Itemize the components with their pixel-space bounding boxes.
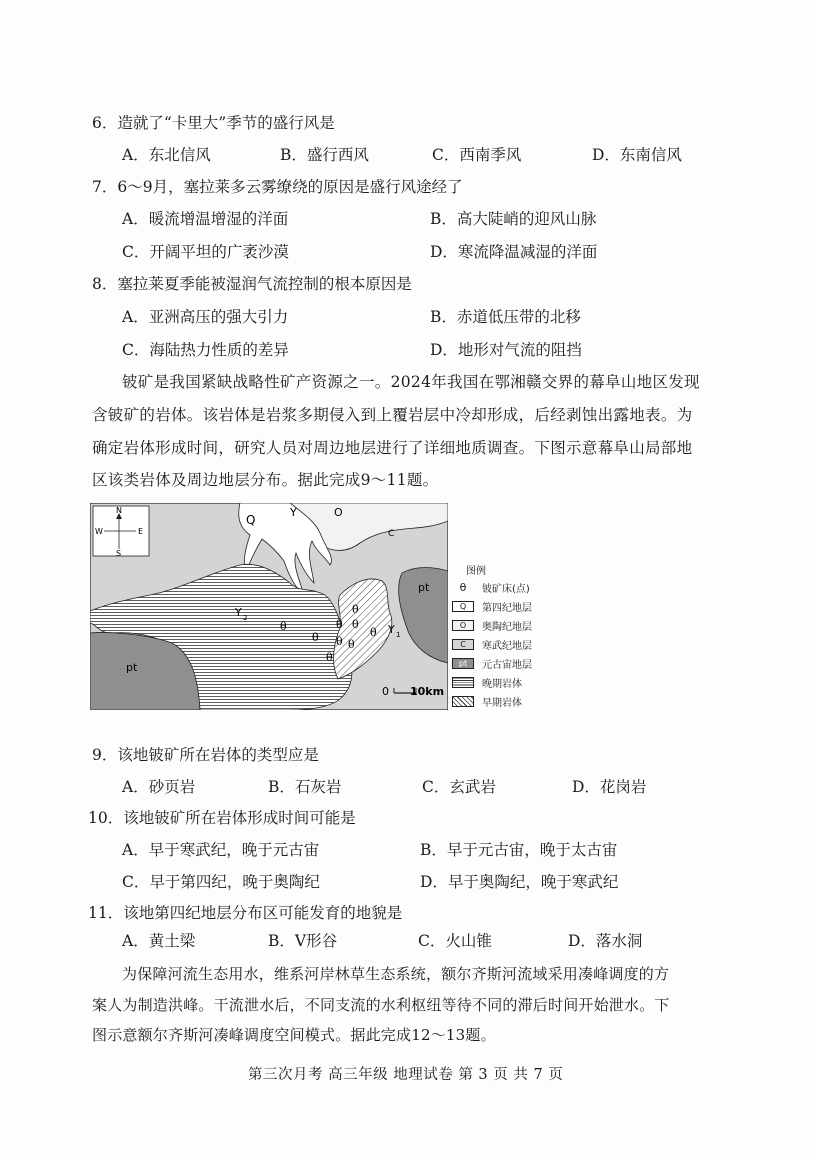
question-10-option-b[interactable]: B．早于元古宙，晚于太古宙 [420,841,618,859]
legend-title: 图例 [466,566,486,577]
ore-point: θ [280,620,287,633]
question-7-option-a[interactable]: A．暖流增温增湿的洋面 [122,210,289,228]
label-y1: Y [388,623,395,636]
legend-swatch-y1 [452,696,474,707]
question-10-option-a[interactable]: A．早于寒武纪，晚于元古宙 [122,841,320,859]
label-o: O [334,506,343,519]
legend-swatch-y2 [452,677,474,688]
ore-point: θ [312,631,319,644]
legend-label: 寒武纪地层 [482,640,532,652]
geologic-map [90,503,448,710]
question-8-option-c[interactable]: C．海陆热力性质的差异 [122,341,289,359]
label-pt-right: pt [418,581,430,594]
compass-s: S [116,549,122,558]
label-y1-sub: 1 [396,631,401,639]
legend-swatch-o: O [452,620,474,631]
legend-label: 元古宙地层 [482,659,532,671]
question-6-option-d[interactable]: D．东南信风 [592,146,682,164]
legend-item-proterozoic [452,656,532,670]
question-8-option-b[interactable]: B．赤道低压带的北移 [430,308,581,326]
ore-point: θ [336,618,343,631]
scale-zero: 0 [382,685,389,698]
question-6-option-c[interactable]: C．西南季风 [432,146,522,164]
label-c: C [388,529,395,539]
question-8-option-a[interactable]: A．亚洲高压的强大引力 [122,308,289,326]
legend-item-cambrian [452,637,532,651]
legend-swatch-pt: pt [452,658,474,669]
question-7-option-d[interactable]: D．寒流降温减湿的洋面 [430,243,598,261]
legend-label: 奥陶纪地层 [482,621,532,633]
legend-ore-symbol: θ [459,580,467,594]
ore-point: θ [336,635,343,648]
question-6-stem: 6．造就了“卡里大”季节的盛行风是 [92,114,335,132]
question-10-option-d[interactable]: D．早于奥陶纪，晚于寒武纪 [420,873,619,891]
question-9-stem: 9．该地铍矿所在岩体的类型应是 [92,746,319,764]
question-9-option-a[interactable]: A．砂页岩 [122,778,196,796]
ore-point: θ [352,603,359,616]
ore-point: θ [370,626,377,639]
question-9-option-b[interactable]: B．石灰岩 [268,778,342,796]
question-8-stem: 8．塞拉莱夏季能被湿润气流控制的根本原因是 [92,275,412,293]
legend-item-quaternary [452,599,532,613]
question-10-option-c[interactable]: C．早于第四纪，晚于奥陶纪 [122,873,320,891]
question-11-option-c[interactable]: C．火山锥 [418,932,492,950]
passage-2-line-2: 案人为制造洪峰。干流泄水后，不同支流的水利枢纽等待不同的滞后时间开始泄水。下 [92,996,670,1014]
question-11-option-d[interactable]: D．落水洞 [568,932,643,950]
legend-item-early-intrusion [452,694,522,708]
label-q: Q [246,513,256,527]
scale-distance: 10km [410,685,445,698]
question-11-stem: 11．该地第四纪地层分布区可能发育的地貌是 [88,904,403,922]
question-7-option-b[interactable]: B．高大陡峭的迎风山脉 [430,210,597,228]
ore-point: θ [326,651,333,664]
passage-2-line-1: 为保障河流生态用水，维系河岸林草生态系统，额尔齐斯河流域采用凑峰调度的方 [122,965,670,983]
question-7-stem: 7．6～9月，塞拉莱多云雾缭绕的原因是盛行风途经了 [92,178,463,196]
question-7-option-c[interactable]: C．开阔平坦的广袤沙漠 [122,243,289,261]
label-y2-sub: 2 [243,614,248,622]
legend-label: 晚期岩体 [482,678,522,690]
question-10-stem: 10．该地铍矿所在岩体形成时间可能是 [88,809,356,827]
legend-item-ore [452,580,530,594]
ore-point: θ [352,618,359,631]
question-9-option-d[interactable]: D．花岗岩 [572,778,647,796]
passage-2-line-3: 图示意额尔齐斯河凑峰调度空间模式。据此完成12～13题。 [92,1026,496,1044]
question-8-option-d[interactable]: D．地形对气流的阻挡 [430,341,582,359]
legend-label: 铍矿床(点) [482,583,530,595]
compass-n: N [116,506,122,515]
label-y1-top: Y [290,506,297,519]
legend-swatch-c: C [452,639,474,650]
label-y2: Y [235,606,242,619]
label-pt-left: pt [126,661,138,674]
passage-1-line-3: 确定岩体形成时间，研究人员对周边地层进行了详细地质调查。下图示意幕阜山局部地 [92,439,693,457]
legend-item-ordovician [452,618,532,632]
question-6-option-b[interactable]: B．盛行西风 [280,146,369,164]
compass-e: E [138,527,144,536]
legend-swatch-q: Q [452,601,474,612]
question-11-option-a[interactable]: A．黄土梁 [122,932,196,950]
ore-point: θ [348,638,355,651]
passage-1-line-4: 区该类岩体及周边地层分布。据此完成9～11题。 [92,471,439,489]
legend-label: 第四纪地层 [482,602,532,614]
legend-label: 早期岩体 [482,697,522,709]
question-6-option-a[interactable]: A．东北信风 [122,146,211,164]
legend-item-late-intrusion [452,675,522,689]
question-9-option-c[interactable]: C．玄武岩 [422,778,496,796]
passage-1-line-1: 铍矿是我国紧缺战略性矿产资源之一。2024年我国在鄂湘赣交界的幕阜山地区发现 [122,373,700,391]
question-11-option-b[interactable]: B．V形谷 [268,932,338,950]
compass-w: W [95,527,103,536]
page-footer: 第三次月考 高三年级 地理试卷 第 3 页 共 7 页 [248,1067,564,1083]
passage-1-line-2: 含铍矿的岩体。该岩体是岩浆多期侵入到上覆岩层中冷却形成，后经剥蚀出露地表。为 [92,406,693,424]
